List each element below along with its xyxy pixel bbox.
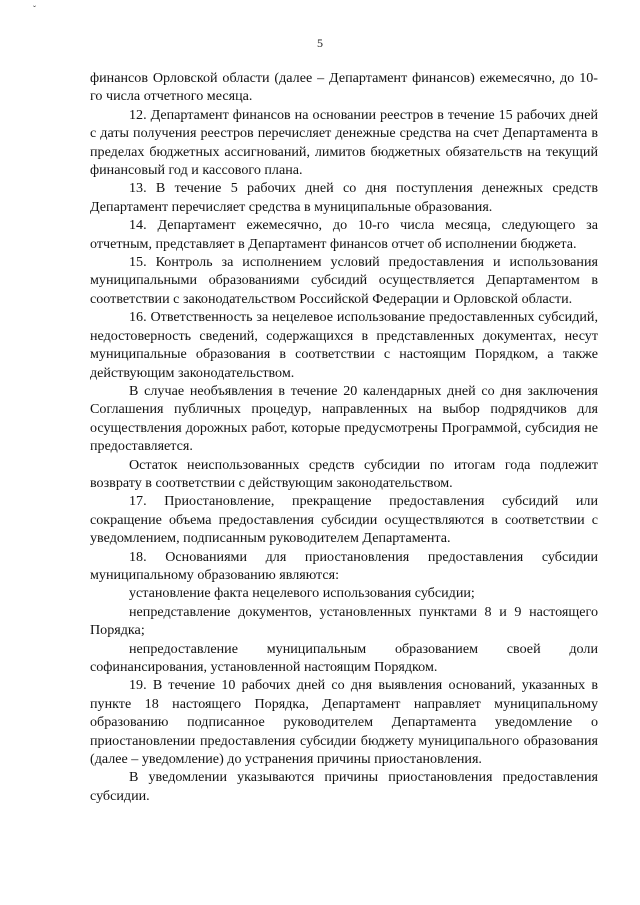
paragraph-item-12: 12. Департамент финансов на основании реестров в течение 15 рабочих дней с даты получения реестров перечисляет денежные средства на счет Департамента в пределах бюджетных ассигнований, лимитов бюджетных обязательств на текущий финансовый год и кассового плана.: [90, 106, 598, 179]
paragraph-item-14: 14. Департамент ежемесячно, до 10-го числа месяца, следующего за отчетным, представляет в Департамент финансов отчет об исполнении бюджета.: [90, 217, 598, 252]
paragraph-continuation: финансов Орловской области (далее – Департамент финансов) ежемесячно, до 10-го числа отчетного месяца.: [90, 70, 598, 105]
document-body: [90, 69, 598, 805]
paragraph-item-19: 19. В течение 10 рабочих дней со дня выявления оснований, указанных в пункте 18 настоящего Порядка, Департамент направляет муниципальному образованию подписанное руководителем Департамента уведомление о приостановлении предоставления субсидии бюджету муниципального образования (далее – уведомление) до устранения причины приостановления.: [90, 677, 598, 768]
page-number: 5: [317, 36, 323, 50]
paragraph-item-13: 13. В течение 5 рабочих дней со дня поступления денежных средств Департамент перечисляет средства в муниципальные образования.: [90, 180, 598, 215]
paragraph-item-16: 16. Ответственность за нецелевое использование предоставленных субсидий, недостоверность сведений, содержащихся в представленных документах, несут муниципальные образования в соответствии с настоящим Порядком, а также действующим законодательством.: [90, 309, 598, 381]
paragraph-ground-cofinancing: непредоставление муниципальным образованием своей доли софинансирования, установленной настоящим Порядком.: [90, 640, 598, 675]
scan-mark: ˇ: [33, 4, 36, 14]
paragraph-non-announcement: В случае необъявления в течение 20 календарных дней со дня заключения Соглашения публичных процедур, направленных на выбор подрядчиков для осуществления дорожных работ, которые предусмотрены Программой, субсидия не предоставляется.: [90, 382, 598, 455]
paragraph-item-15: 15. Контроль за исполнением условий предоставления и использования муниципальными образованиями субсидий осуществляется Департаментом в соответствии с законодательством Российской Федерации и Орловской области.: [90, 254, 598, 307]
paragraph-item-18: 18. Основаниями для приостановления предоставления субсидии муниципальному образованию являются:: [90, 548, 598, 583]
paragraph-ground-misuse: установление факта нецелевого использования субсидии;: [129, 585, 475, 602]
paragraph-remainder-return: Остаток неиспользованных средств субсидии по итогам года подлежит возврату в соответствии с действующим законодательством.: [90, 456, 598, 491]
paragraph-notice-reasons: В уведомлении указываются причины приостановления предоставления субсидии.: [90, 769, 598, 804]
paragraph-item-17: 17. Приостановление, прекращение предоставления субсидий или сокращение объема предоставления субсидии осуществляются в соответствии с уведомлением, подписанным руководителем Департамента.: [90, 493, 598, 547]
paragraph-ground-documents: непредставление документов, установленных пунктами 8 и 9 настоящего Порядка;: [90, 603, 598, 639]
